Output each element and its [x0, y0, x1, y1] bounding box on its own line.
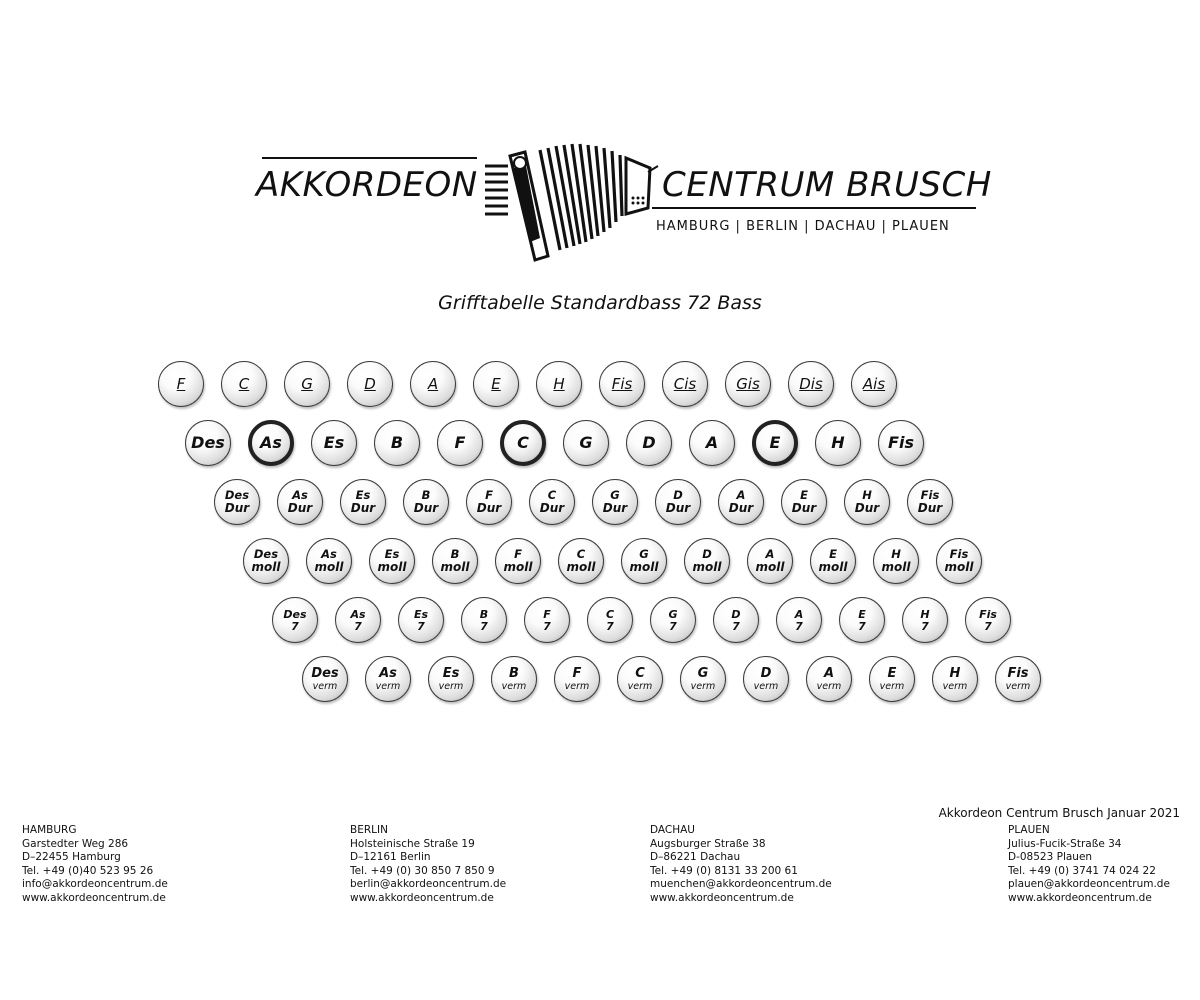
office-name: BERLIN [350, 824, 388, 836]
office-hamburg [22, 824, 168, 906]
bass-button[interactable] [432, 538, 478, 584]
office-website[interactable]: www.akkordeoncentrum.de [22, 891, 166, 904]
button-chord-label: verm [942, 680, 968, 692]
button-note-label: Fis [888, 433, 914, 452]
button-note-label: Fis [611, 374, 633, 393]
button-chord-label: verm [564, 680, 590, 692]
button-chord-label: verm [879, 680, 905, 692]
button-note-label: Es [323, 433, 345, 452]
button-note-label: G [697, 665, 709, 681]
button-note-label: E [858, 607, 866, 621]
button-note-label: B [421, 487, 431, 502]
button-note-label: G [668, 607, 678, 621]
office-email[interactable]: info@akkordeoncentrum.de [22, 878, 168, 891]
button-chord-label: verm [312, 680, 338, 692]
bass-button[interactable] [725, 361, 771, 407]
button-chord-label: Dur [350, 501, 376, 516]
button-note-label: H [891, 546, 901, 561]
button-chord-label: moll [440, 560, 470, 575]
button-chord-label: Dur [728, 501, 754, 516]
button-note-label: F [572, 665, 582, 681]
bass-button[interactable] [995, 656, 1041, 702]
office-name: HAMBURG [22, 824, 77, 836]
button-note-label: Des [191, 433, 225, 452]
button-chord-label: Dur [854, 501, 880, 516]
button-chord-label: Dur [476, 501, 502, 516]
office-street: Garstedter Weg 286 [22, 837, 129, 850]
button-chord-label: verm [690, 680, 716, 692]
bass-button[interactable] [851, 361, 897, 407]
button-note-label: Dis [799, 374, 823, 393]
button-chord-label: Dur [287, 501, 313, 516]
bass-button[interactable] [626, 420, 672, 466]
office-dachau [650, 824, 832, 906]
button-note-label: A [705, 433, 719, 452]
bass-button[interactable] [878, 420, 924, 466]
button-chord-label: verm [438, 680, 464, 692]
bass-button[interactable] [500, 420, 546, 466]
bass-button[interactable] [689, 420, 735, 466]
button-note-label: C [635, 665, 645, 681]
button-note-label: G [301, 374, 313, 393]
bass-button[interactable] [617, 656, 663, 702]
bass-button[interactable] [284, 361, 330, 407]
bass-button[interactable] [684, 538, 730, 584]
bass-button[interactable] [461, 597, 507, 643]
button-chord-label: 7 [732, 619, 740, 633]
office-plauen [1008, 824, 1170, 906]
button-chord-label: 7 [795, 619, 803, 633]
bass-button[interactable] [185, 420, 231, 466]
logo-rule-bottom [652, 207, 976, 209]
office-city: D–12161 Berlin [350, 851, 431, 864]
bass-button[interactable] [932, 656, 978, 702]
bass-button[interactable] [466, 479, 512, 525]
button-note-label: A [427, 374, 439, 393]
bass-button[interactable] [965, 597, 1011, 643]
bass-button[interactable] [752, 420, 798, 466]
bass-button[interactable] [437, 420, 483, 466]
bass-button[interactable] [869, 656, 915, 702]
logo-locations: HAMBURG | BERLIN | DACHAU | PLAUEN [656, 219, 950, 234]
button-chord-label: verm [753, 680, 779, 692]
office-city: D–86221 Dachau [650, 851, 741, 864]
button-note-label: F [454, 433, 466, 452]
bass-button[interactable] [747, 538, 793, 584]
button-note-label: D [731, 607, 741, 621]
button-chord-label: moll [629, 560, 659, 575]
button-note-label: Gis [736, 374, 760, 393]
bass-button[interactable] [277, 479, 323, 525]
button-chord-label: 7 [984, 619, 992, 633]
button-note-label: G [610, 487, 620, 502]
accordion-icon [470, 138, 660, 263]
button-note-label: Fis [920, 487, 940, 502]
bass-button[interactable] [592, 479, 638, 525]
bass-button[interactable] [650, 597, 696, 643]
bass-button[interactable] [248, 420, 294, 466]
button-note-label: H [831, 433, 845, 452]
button-chord-label: Dur [917, 501, 943, 516]
office-phone: Tel. +49 (0) 3741 74 024 22 [1008, 864, 1156, 877]
button-chord-label: moll [503, 560, 533, 575]
logo-wordmark-right: CENTRUM BRUSCH [662, 165, 992, 205]
office-email[interactable]: plauen@akkordeoncentrum.de [1008, 878, 1170, 891]
button-note-label: As [350, 607, 366, 621]
button-note-label: C [547, 487, 557, 502]
button-note-label: E [491, 374, 501, 393]
button-note-label: As [260, 433, 282, 452]
button-chord-label: moll [251, 560, 281, 575]
button-note-label: C [517, 433, 529, 452]
button-note-label: A [765, 546, 775, 561]
office-name: DACHAU [650, 824, 695, 836]
button-note-label: C [576, 546, 586, 561]
button-note-label: C [238, 374, 250, 393]
bass-button[interactable] [495, 538, 541, 584]
button-chord-label: 7 [858, 619, 866, 633]
bass-button[interactable] [365, 656, 411, 702]
button-note-label: G [639, 546, 649, 561]
button-note-label: H [949, 665, 961, 681]
button-note-label: E [887, 665, 897, 681]
button-note-label: B [450, 546, 460, 561]
bass-button[interactable] [529, 479, 575, 525]
office-city: D-08523 Plauen [1008, 851, 1093, 864]
bass-button[interactable] [306, 538, 352, 584]
office-berlin [350, 824, 506, 906]
button-note-label: C [605, 607, 615, 621]
bass-button[interactable] [936, 538, 982, 584]
bass-button[interactable] [815, 420, 861, 466]
office-website[interactable]: www.akkordeoncentrum.de [650, 891, 794, 904]
bass-button[interactable] [221, 361, 267, 407]
button-chord-label: moll [818, 560, 848, 575]
button-note-label: D [760, 665, 772, 681]
button-note-label: A [823, 665, 835, 681]
bass-button[interactable] [335, 597, 381, 643]
button-note-label: Ais [862, 374, 886, 393]
office-email[interactable]: berlin@akkordeoncentrum.de [350, 878, 507, 891]
bass-button[interactable] [302, 656, 348, 702]
bass-button[interactable] [718, 479, 764, 525]
button-chord-label: verm [501, 680, 527, 692]
bass-button[interactable] [473, 361, 519, 407]
button-chord-label: verm [375, 680, 401, 692]
logo-rule-top [262, 157, 477, 159]
bass-button[interactable] [524, 597, 570, 643]
button-note-label: D [642, 433, 656, 452]
bass-button[interactable] [347, 361, 393, 407]
office-street: Holsteinische Straße 19 [350, 837, 475, 850]
button-note-label: D [673, 487, 683, 502]
office-city: D–22455 Hamburg [22, 851, 121, 864]
button-note-label: E [829, 546, 837, 561]
button-note-label: D [702, 546, 712, 561]
bass-button[interactable] [243, 538, 289, 584]
page-title: Grifftabelle Standardbass 72 Bass [438, 292, 762, 314]
button-chord-label: Dur [224, 501, 250, 516]
bass-button[interactable] [428, 656, 474, 702]
button-chord-label: moll [566, 560, 596, 575]
footer-date: Akkordeon Centrum Brusch Januar 2021 [938, 806, 1180, 820]
bass-button[interactable] [839, 597, 885, 643]
bass-button[interactable] [621, 538, 667, 584]
button-note-label: Fis [949, 546, 969, 561]
button-note-label: Es [442, 665, 460, 681]
button-chord-label: 7 [291, 619, 299, 633]
button-chord-label: Dur [539, 501, 565, 516]
bass-button[interactable] [655, 479, 701, 525]
bass-button[interactable] [587, 597, 633, 643]
button-note-label: A [736, 487, 746, 502]
bass-button[interactable] [873, 538, 919, 584]
button-note-label: Des [311, 665, 339, 681]
bass-button[interactable] [599, 361, 645, 407]
button-note-label: As [321, 546, 337, 561]
office-website[interactable]: www.akkordeoncentrum.de [350, 891, 494, 904]
button-note-label: Des [253, 546, 279, 561]
button-note-label: F [514, 546, 522, 561]
bass-button[interactable] [662, 361, 708, 407]
button-note-label: Cis [673, 374, 697, 393]
bass-button[interactable] [158, 361, 204, 407]
office-email[interactable]: muenchen@akkordeoncentrum.de [650, 878, 832, 891]
button-chord-label: moll [377, 560, 407, 575]
office-phone: Tel. +49 (0)40 523 95 26 [22, 864, 154, 877]
button-note-label: G [579, 433, 593, 452]
bass-button[interactable] [743, 656, 789, 702]
button-note-label: Es [413, 607, 429, 621]
button-note-label: As [379, 665, 397, 681]
button-chord-label: moll [314, 560, 344, 575]
bass-button[interactable] [214, 479, 260, 525]
office-name: PLAUEN [1008, 824, 1050, 836]
bass-button[interactable] [374, 420, 420, 466]
bass-button[interactable] [536, 361, 582, 407]
button-note-label: Des [224, 487, 250, 502]
button-note-label: F [543, 607, 551, 621]
button-chord-label: 7 [543, 619, 551, 633]
button-note-label: Fis [1007, 665, 1029, 681]
button-note-label: B [390, 433, 404, 452]
button-note-label: F [485, 487, 493, 502]
bass-button[interactable] [810, 538, 856, 584]
bass-button[interactable] [410, 361, 456, 407]
bass-button[interactable] [680, 656, 726, 702]
button-chord-label: moll [944, 560, 974, 575]
bass-button[interactable] [806, 656, 852, 702]
button-chord-label: Dur [602, 501, 628, 516]
button-chord-label: Dur [665, 501, 691, 516]
button-note-label: D [364, 374, 376, 393]
button-note-label: H [862, 487, 872, 502]
button-chord-label: 7 [606, 619, 614, 633]
button-note-label: A [794, 607, 804, 621]
button-chord-label: verm [627, 680, 653, 692]
bass-button[interactable] [340, 479, 386, 525]
button-note-label: B [509, 665, 519, 681]
button-chord-label: verm [1005, 680, 1031, 692]
button-chord-label: moll [881, 560, 911, 575]
office-phone: Tel. +49 (0) 30 850 7 850 9 [350, 864, 495, 877]
bass-button[interactable] [403, 479, 449, 525]
bass-button[interactable] [713, 597, 759, 643]
bass-button[interactable] [907, 479, 953, 525]
button-note-label: As [292, 487, 308, 502]
button-note-label: E [769, 433, 781, 452]
button-chord-label: moll [755, 560, 785, 575]
office-website[interactable]: www.akkordeoncentrum.de [1008, 891, 1152, 904]
button-note-label: Es [384, 546, 400, 561]
company-logo [0, 0, 1200, 270]
button-note-label: F [176, 374, 186, 393]
bass-button[interactable] [398, 597, 444, 643]
button-chord-label: Dur [791, 501, 817, 516]
bass-button[interactable] [272, 597, 318, 643]
office-street: Augsburger Straße 38 [650, 837, 766, 850]
bass-button[interactable] [311, 420, 357, 466]
button-chord-label: moll [692, 560, 722, 575]
bass-button[interactable] [781, 479, 827, 525]
button-chord-label: 7 [480, 619, 488, 633]
button-chord-label: Dur [413, 501, 439, 516]
button-note-label: B [479, 607, 489, 621]
button-chord-label: 7 [921, 619, 929, 633]
bass-button[interactable] [563, 420, 609, 466]
bass-button[interactable] [558, 538, 604, 584]
button-chord-label: 7 [417, 619, 425, 633]
office-phone: Tel. +49 (0) 8131 33 200 61 [650, 864, 798, 877]
bass-button[interactable] [844, 479, 890, 525]
button-chord-label: 7 [354, 619, 362, 633]
bass-button[interactable] [554, 656, 600, 702]
button-note-label: Des [283, 607, 307, 621]
button-note-label: E [800, 487, 808, 502]
bass-button[interactable] [776, 597, 822, 643]
button-chord-label: 7 [669, 619, 677, 633]
bass-button[interactable] [491, 656, 537, 702]
button-note-label: Es [355, 487, 371, 502]
bass-button[interactable] [902, 597, 948, 643]
bass-button[interactable] [369, 538, 415, 584]
button-chord-label: verm [816, 680, 842, 692]
bass-button[interactable] [788, 361, 834, 407]
button-note-label: H [920, 607, 930, 621]
office-street: Julius-Fucik-Straße 34 [1008, 837, 1122, 850]
button-note-label: H [553, 374, 565, 393]
logo-wordmark-left: AKKORDEON [256, 165, 478, 205]
button-note-label: Fis [979, 607, 997, 621]
